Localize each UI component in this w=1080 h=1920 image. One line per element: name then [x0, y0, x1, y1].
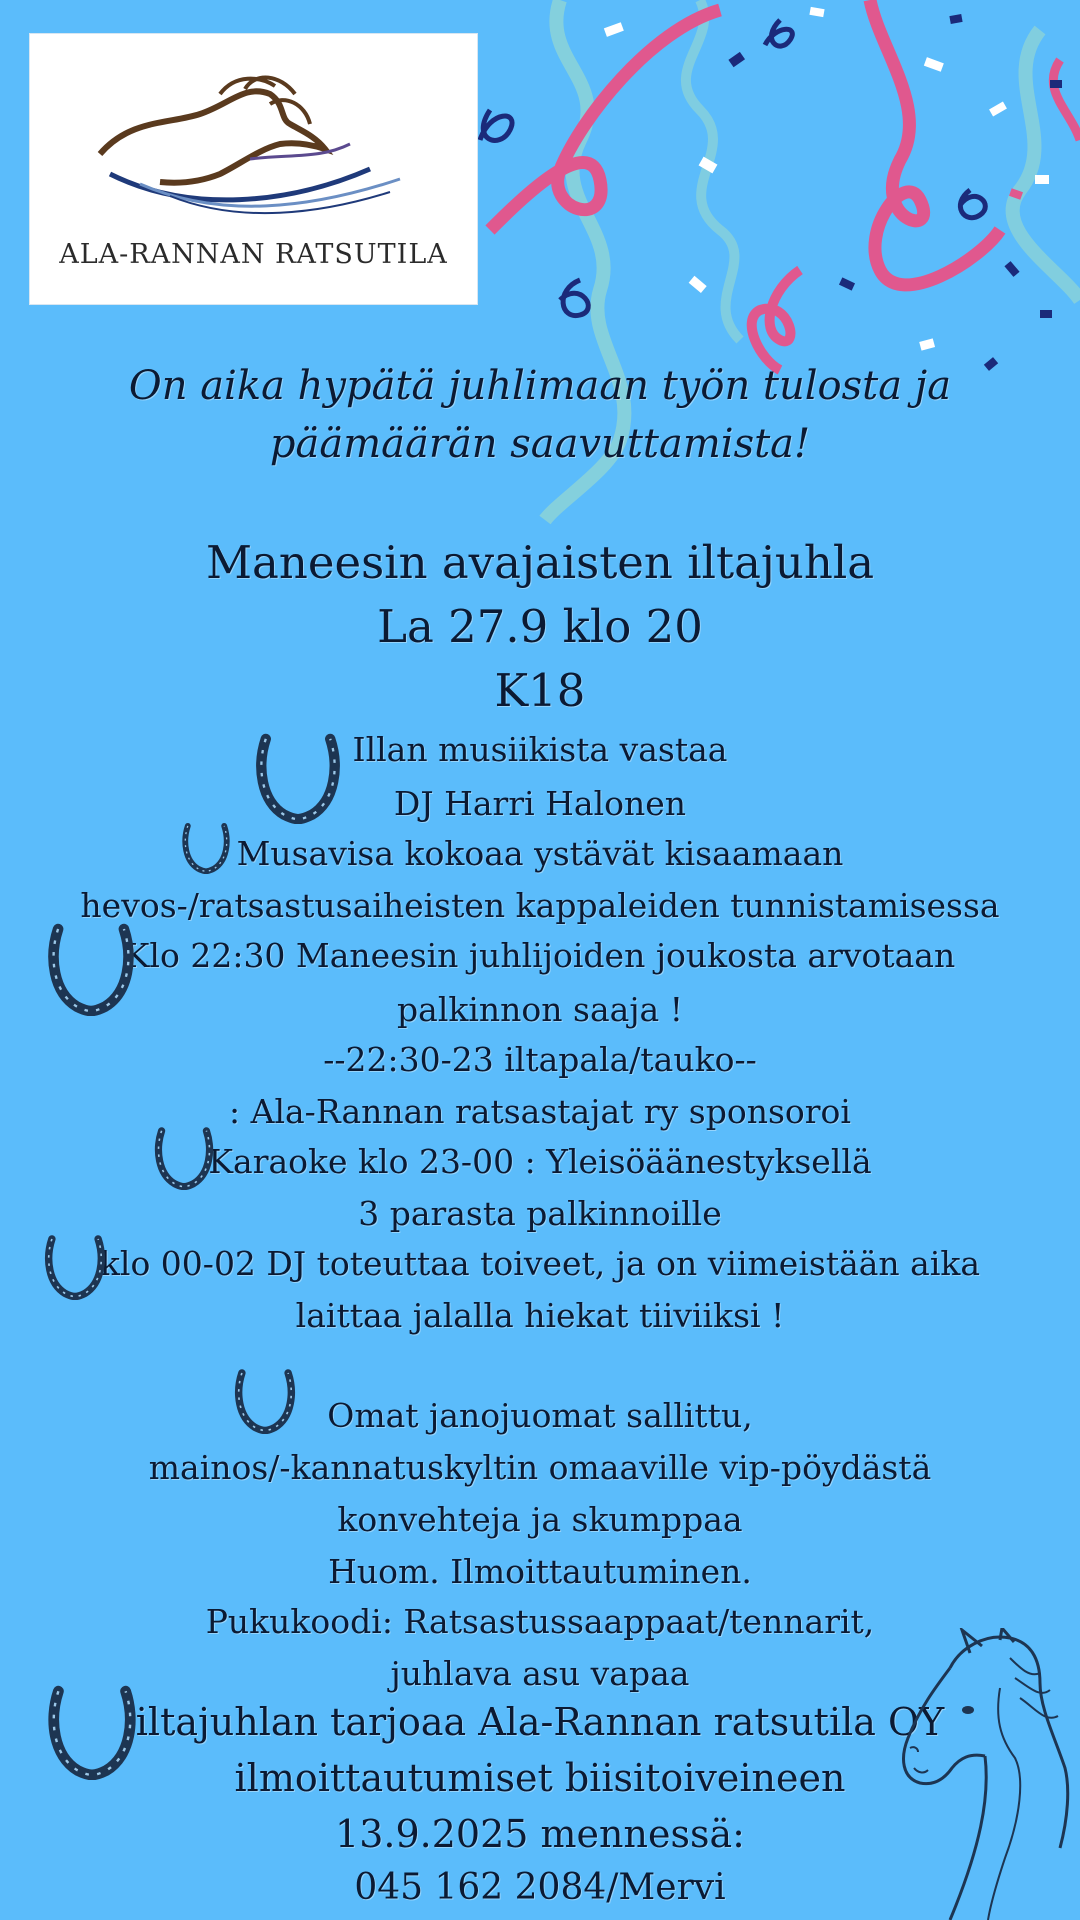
program-line: DJ Harri Halonen	[393, 784, 687, 823]
horseshoe-icon	[152, 1126, 216, 1190]
horseshoe-icon	[180, 822, 232, 874]
program-line: Illan musiikista vastaa	[352, 730, 728, 769]
closing-line: ilmoittautumiset biisitoiveineen	[234, 1756, 846, 1800]
logo-name: ALA-RANNAN RATSUTILA	[59, 239, 448, 270]
program-line: laittaa jalalla hiekat tiiviiksi !	[295, 1296, 785, 1335]
closing-line: 045 162 2084/Mervi	[354, 1867, 726, 1908]
event-date: La 27.9 klo 20	[377, 600, 703, 653]
tagline-line-1: On aika hypätä juhlimaan työn tulosta ja	[128, 363, 952, 409]
horse-sketch-icon	[890, 1628, 1080, 1920]
program-line: palkinnon saaja !	[397, 990, 683, 1029]
info-line: Huom. Ilmoittautuminen.	[328, 1552, 752, 1591]
program-line: klo 00-02 DJ toteuttaa toiveet, ja on viimeistään aika	[99, 1244, 981, 1283]
program-line: : Ala-Rannan ratsastajat ry sponsoroi	[229, 1092, 851, 1131]
horseshoe-icon	[44, 922, 138, 1016]
event-title: Maneesin avajaisten iltajuhla	[205, 536, 875, 589]
closing-line: iltajuhlan tarjoaa Ala-Rannan ratsutila OY	[135, 1700, 945, 1744]
horseshoe-icon	[252, 732, 344, 824]
program-line: Klo 22:30 Maneesin juhlijoiden joukosta arvotaan	[124, 936, 956, 975]
horseshoe-icon	[44, 1684, 140, 1780]
closing-line: 13.9.2025 mennessä:	[335, 1812, 745, 1856]
info-line: Omat janojuomat sallittu,	[327, 1396, 753, 1435]
program-line: Karaoke klo 23-00 : Yleisöäänestyksellä	[208, 1142, 872, 1181]
event-age-limit: K18	[494, 664, 586, 717]
program-line: hevos-/ratsastusaiheisten kappaleiden tunnistamisessa	[80, 886, 1000, 925]
logo-card	[29, 33, 478, 305]
info-line: mainos/-kannatuskyltin omaaville vip-pöydästä	[148, 1448, 932, 1487]
horse-head-logo-icon	[70, 64, 440, 234]
program-line: --22:30-23 iltapala/tauko--	[323, 1040, 757, 1079]
program-line: Musavisa kokoaa ystävät kisaamaan	[236, 834, 844, 873]
info-line: konvehteja ja skumppaa	[337, 1500, 743, 1539]
horseshoe-icon	[232, 1368, 298, 1434]
info-line: Pukukoodi: Ratsastussaappaat/tennarit,	[205, 1602, 875, 1641]
tagline-line-2: päämäärän saavuttamista!	[269, 421, 811, 467]
info-line: juhlava asu vapaa	[390, 1654, 690, 1693]
horseshoe-icon	[42, 1234, 108, 1300]
program-line: 3 parasta palkinnoille	[358, 1194, 722, 1233]
